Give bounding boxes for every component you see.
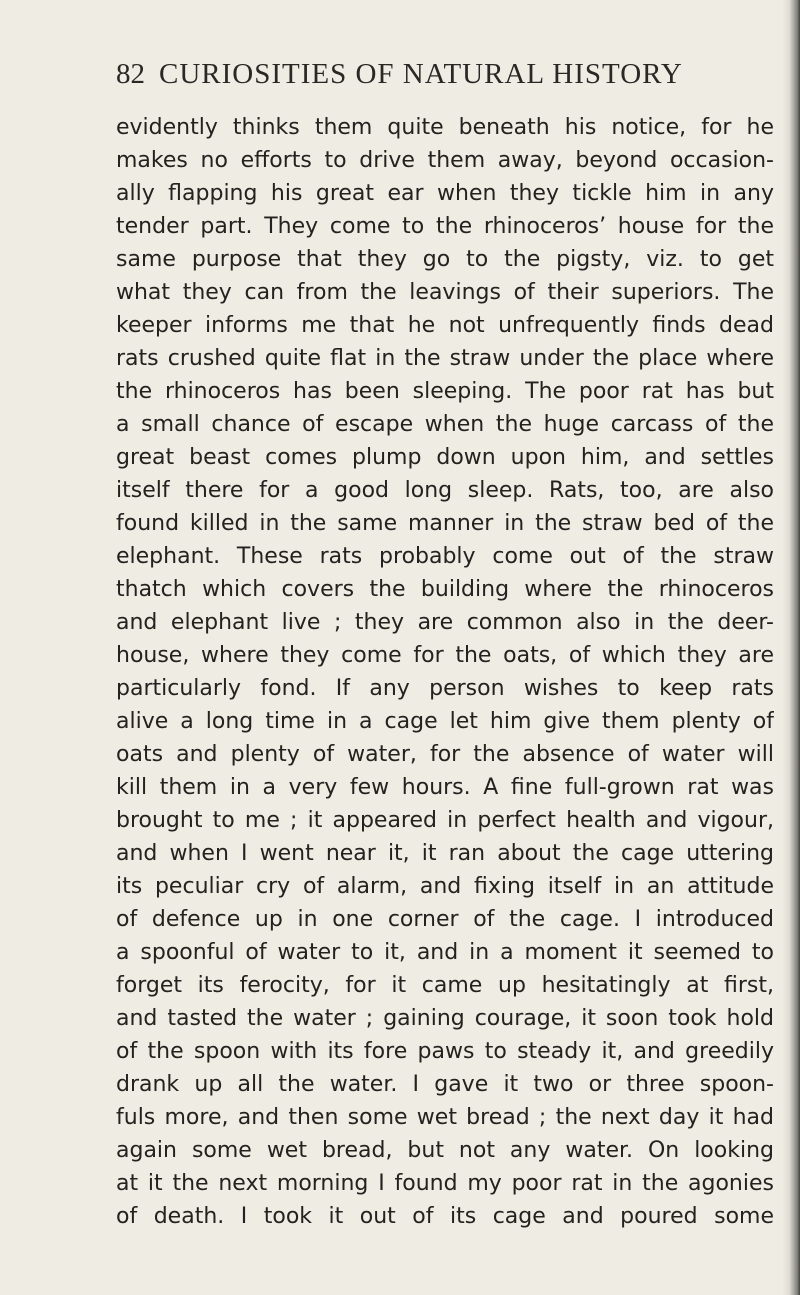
text-line: particularly fond. If any person wishes to keep rats [116,676,774,701]
text-line: a small chance of escape when the huge carcass of the [116,412,774,437]
running-head [116,58,716,98]
text-line: and tasted the water ; gaining courage, it soon took hold [116,1006,774,1031]
text-line: elephant. These rats probably come out of the straw [116,544,774,569]
text-line: thatch which covers the building where the rhinoceros [116,577,774,602]
text-line: its peculiar cry of alarm, and fixing itself in an attitude [116,874,774,899]
page-number: 82 [116,58,145,90]
text-line: what they can from the leavings of their superiors. The [116,280,774,305]
text-line: makes no efforts to drive them away, beyond occasion- [116,148,774,173]
text-line: fuls more, and then some wet bread ; the next day it had [116,1105,774,1130]
text-line: evidently thinks them quite beneath his notice, for he [116,115,774,140]
text-line: forget its ferocity, for it came up hesitatingly at first, [116,973,774,998]
text-line: house, where they come for the oats, of which they are [116,643,774,668]
page-edge-shadow [782,0,800,1295]
text-line: and elephant live ; they are common also in the deer- [116,610,774,635]
running-title: CURIOSITIES OF NATURAL HISTORY [159,58,683,90]
text-line: brought to me ; it appeared in perfect health and vigour, [116,808,774,833]
text-line: of the spoon with its fore paws to steady it, and greedily [116,1039,774,1064]
text-line: and when I went near it, it ran about the cage uttering [116,841,774,866]
text-line: rats crushed quite flat in the straw under the place where [116,346,774,371]
text-line: at it the next morning I found my poor rat in the agonies [116,1171,774,1196]
text-line: of death. I took it out of its cage and poured some [116,1204,774,1229]
text-line: same purpose that they go to the pigsty, viz. to get [116,247,774,272]
text-line: itself there for a good long sleep. Rats, too, are also [116,478,774,503]
text-line: the rhinoceros has been sleeping. The poor rat has but [116,379,774,404]
text-line: alive a long time in a cage let him give them plenty of [116,709,774,734]
text-line: of defence up in one corner of the cage. I introduced [116,907,774,932]
text-line: great beast comes plump down upon him, and settles [116,445,774,470]
text-line: found killed in the same manner in the straw bed of the [116,511,774,536]
text-line: kill them in a very few hours. A fine full-grown rat was [116,775,774,800]
body-text [116,111,774,1233]
text-line: drank up all the water. I gave it two or three spoon- [116,1072,774,1097]
text-line: oats and plenty of water, for the absence of water will [116,742,774,767]
text-line: tender part. They come to the rhinoceros’ house for the [116,214,774,239]
text-line: keeper informs me that he not unfrequently finds dead [116,313,774,338]
text-line: ally flapping his great ear when they tickle him in any [116,181,774,206]
text-line: again some wet bread, but not any water. On looking [116,1138,774,1163]
text-line: a spoonful of water to it, and in a moment it seemed to [116,940,774,965]
